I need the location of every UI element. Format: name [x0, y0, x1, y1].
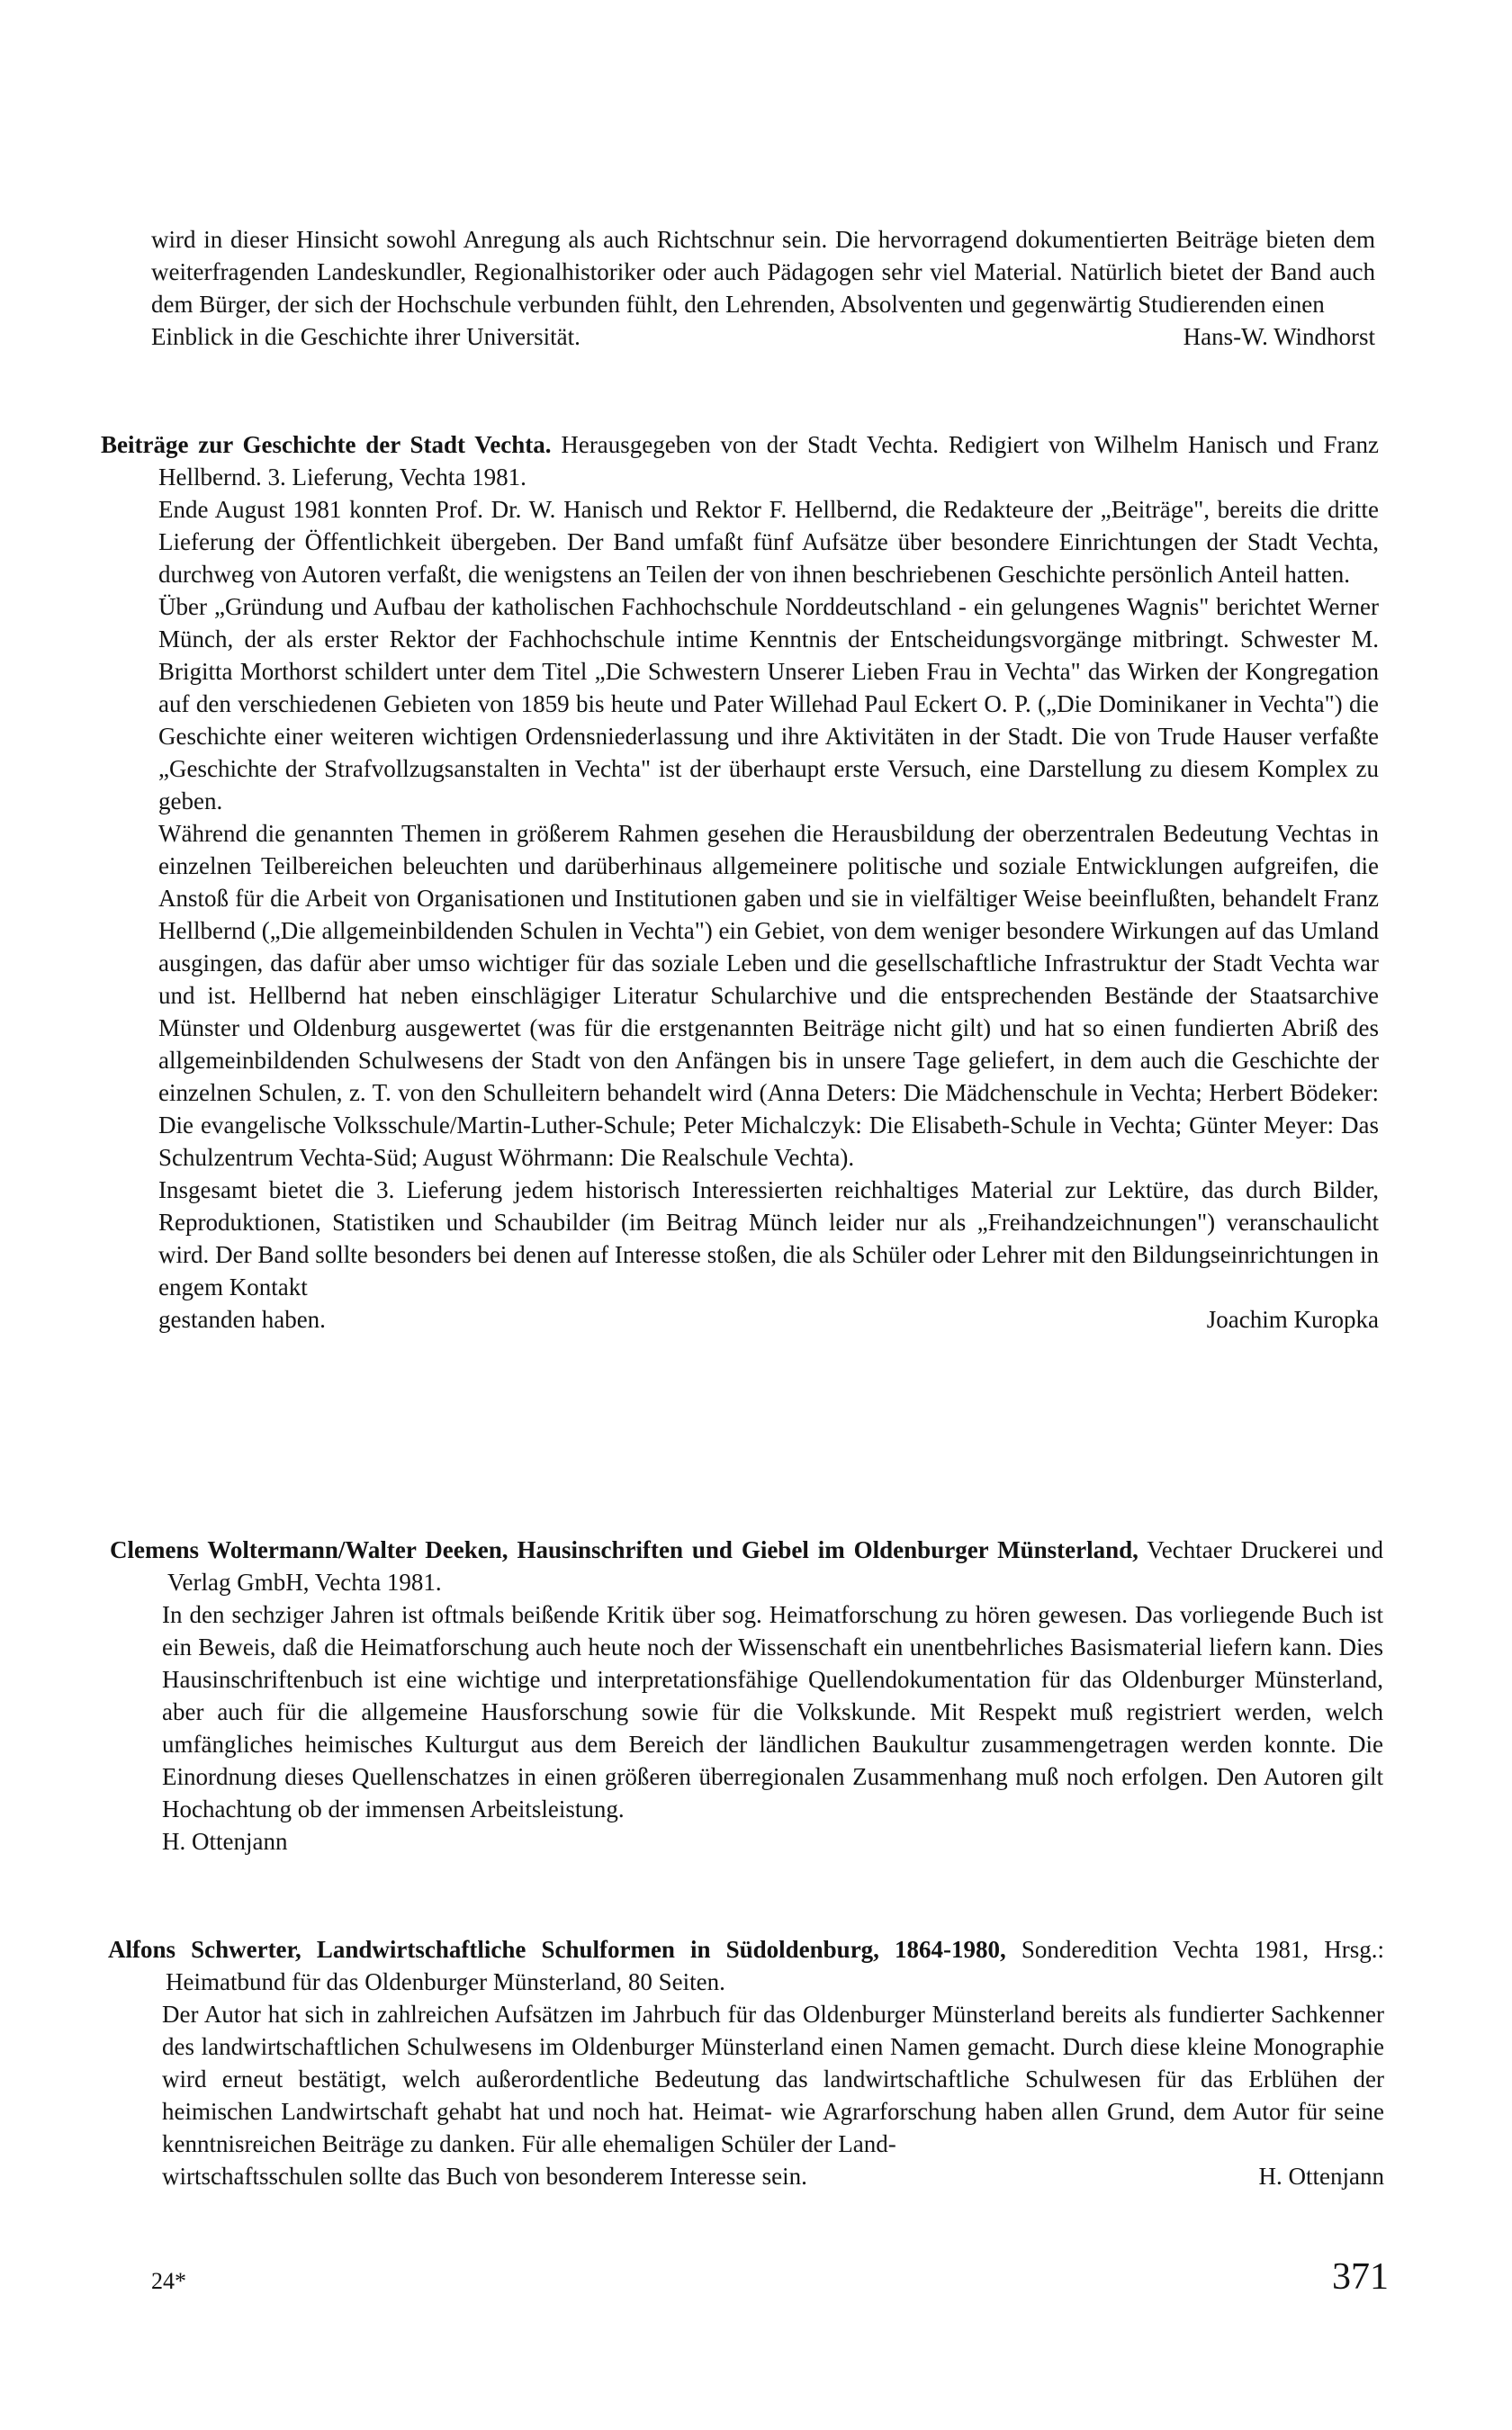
review-paragraph: Insgesamt bietet die 3. Lieferung jedem historisch Interessierten reichhaltiges Material zur Lektüre, das durch Bilder, Reproduktionen, Statistiken und Schaubilder (im Beitrag Münch leider nur als „Freihandzeichnungen") veranschaulicht wird. Der Band sollte besonders bei denen auf Interesse stoßen, die als Schüler oder Lehrer mit den Bildungseinrichtungen in engem Kontakt: [158, 1176, 1379, 1300]
review-paragraph: Der Autor hat sich in zahlreichen Aufsätzen im Jahrbuch für das Oldenburger Münsterland bereits als fundierter Sachkenner des landwirtschaftlichen Schulwesens im Oldenburger Münsterland einen Namen gemacht. Durch diese kleine Monographie wird erneut bestätigt, welch außerordentliche Bedeutung das landwirtschaftliche Schulwesen für das Erblühen der heimischen Landwirtschaft gehabt hat und noch hat. Heimat- wie Agrarforschung haben allen Grund, dem Autor für seine kenntnisreichen Beiträge zu danken. Für alle ehemaligen Schüler der Land-: [162, 2001, 1384, 2157]
intro-section: [151, 223, 1375, 353]
review-author: H. Ottenjann: [1258, 2163, 1384, 2190]
review-title: Beiträge zur Geschichte der Stadt Vechta.: [101, 431, 552, 458]
review-hausinschriften: [110, 1534, 1383, 1858]
intro-last-line: [151, 320, 1375, 353]
review-bibliography: Vechtaer Druckerei und Verlag GmbH, Vechta 1981.: [167, 1536, 1383, 1596]
review-last-line: [162, 2160, 1384, 2192]
review-vechta-beitraege: [101, 428, 1379, 1336]
review-paragraph: In den sechziger Jahren ist oftmals beißende Kritik über sog. Heimatforschung zu hören gewesen. Das vorliegende Buch ist ein Beweis, daß die Heimatforschung auch heute noch der Wissenschaft ein unentbehrliches Basismaterial liefern kann. Dies Hausinschriftenbuch ist eine wichtige und interpretationsfähige Quellendokumentation für das Oldenburger Münsterland, aber auch für die allgemeine Hausforschung sowie für die Volkskunde. Mit Respekt muß registriert werden, welch umfängliches heimisches Kulturgut aus dem Bereich der ländlichen Baukultur zusammengetragen werden konnte. Die Einordnung dieses Quellenschatzes in einen größeren überregionalen Zusammenhang muß noch erfolgen. Den Autoren gilt Hochachtung ob der immensen Arbeitsleistung.: [162, 1601, 1383, 1822]
review-bibliography: Herausgegeben von der Stadt Vechta. Redigiert von Wilhelm Hanisch und Franz Hellbernd. 3. Lieferung, Vechta 1981.: [158, 431, 1380, 490]
review-author: H. Ottenjann: [162, 1828, 288, 1855]
review-last-line: [158, 1303, 1379, 1336]
intro-last-text: Einblick in die Geschichte ihrer Universität.: [151, 323, 580, 350]
intro-paragraph: wird in dieser Hinsicht sowohl Anregung als auch Richtschnur sein. Die hervorragend dokumentierten Beiträge bieten dem weiterfragenden Landeskundler, Regionalhistoriker oder auch Pädagogen sehr viel Material. Natürlich bietet der Band auch dem Bürger, der sich der Hochschule verbunden fühlt, den Lehrenden, Absolventen und gegenwärtig Studierenden einen: [151, 226, 1375, 318]
review-title: Clemens Woltermann/Walter Deeken, Hausinschriften und Giebel im Oldenburger Münsterland,: [110, 1536, 1138, 1563]
review-paragraph: Während die genannten Themen in größerem Rahmen gesehen die Herausbildung der oberzentralen Bedeutung Vechtas in einzelnen Teilbereichen beleuchten und darüberhinaus allgemeinere politische und soziale Entwicklungen aufgreifen, die Anstoß für die Arbeit von Organisationen und Institutionen gaben und sie in vielfältiger Weise beeinflußten, behandelt Franz Hellbernd („Die allgemeinbildenden Schulen in Vechta") ein Gebiet, von dem weniger besondere Wirkungen auf das Umland ausgingen, das dafür aber umso wichtiger für das soziale Leben und die gesellschaftliche Infrastruktur der Stadt Vechta war und ist. Hellbernd hat neben einschlägiger Literatur Schularchive und die entsprechenden Bestände der Staatsarchive Münster und Oldenburg ausgewertet (was für die erstgenannten Beiträge nicht gilt) und hat so einen fundierten Abriß des allgemeinbildenden Schulwesens der Stadt von den Anfängen bis in unsere Tage geliefert, in dem auch die Geschichte der einzelnen Schulen, z. T. von den Schulleitern behandelt wird (Anna Deters: Die Mädchenschule in Vechta; Herbert Bödeker: Die evangelische Volksschule/Martin-Luther-Schule; Peter Michalczyk: Die Elisabeth-Schule in Vechta; Günter Meyer: Das Schulzentrum Vechta-Süd; August Wöhrmann: Die Realschule Vechta).: [158, 820, 1379, 1171]
review-body: [101, 493, 1379, 1336]
review-bibliography: Sonderedition Vechta 1981, Hrsg.: Heimatbund für das Oldenburger Münsterland, 80 Seiten.: [166, 1936, 1385, 1995]
review-body: [110, 1598, 1383, 1858]
review-author: Joachim Kuropka: [1206, 1306, 1379, 1333]
review-heading: [110, 1534, 1383, 1598]
review-body: [108, 1998, 1384, 2192]
review-landwirtschaftliche-schulformen: [108, 1933, 1384, 2192]
intro-author: Hans-W. Windhorst: [1183, 323, 1375, 350]
page-footer: [151, 2255, 1389, 2299]
review-last-text: wirtschaftsschulen sollte das Buch von besonderem Interesse sein.: [162, 2163, 807, 2190]
review-paragraph: Ende August 1981 konnten Prof. Dr. W. Hanisch und Rektor F. Hellbernd, die Redakteure der „Beiträge", bereits die dritte Lieferung der Öffentlichkeit übergeben. Der Band umfaßt fünf Aufsätze über besondere Einrichtungen der Stadt Vechta, durchweg von Autoren verfaßt, die wenigstens an Teilen der von ihnen beschriebenen Geschichte persönlich Anteil hatten.: [158, 496, 1379, 588]
signature-mark: 24*: [151, 2268, 186, 2294]
review-title: Alfons Schwerter, Landwirtschaftliche Schulformen in Südoldenburg, 1864-1980,: [108, 1936, 1006, 1963]
page-number: 371: [1332, 2256, 1389, 2298]
review-paragraph: Über „Gründung und Aufbau der katholischen Fachhochschule Norddeutschland - ein gelungenes Wagnis" berichtet Werner Münch, der als erster Rektor der Fachhochschule intime Kenntnis der Entscheidungsvorgänge mitbringt. Schwester M. Brigitta Morthorst schildert unter dem Titel „Die Schwestern Unserer Lieben Frau in Vechta" das Wirken der Kongregation auf den verschiedenen Gebieten von 1859 bis heute und Pater Willehad Paul Eckert O. P. („Die Dominikaner in Vechta") die Geschichte einer weiteren wichtigen Ordensniederlassung und ihre Aktivitäten in der Stadt. Die von Trude Hauser verfaßte „Geschichte der Strafvollzugsanstalten in Vechta" ist der überhaupt erste Versuch, eine Darstellung zu diesem Komplex zu geben.: [158, 593, 1379, 814]
review-last-text: gestanden haben.: [158, 1306, 326, 1333]
review-heading: [108, 1933, 1384, 1998]
review-heading: [101, 428, 1379, 493]
